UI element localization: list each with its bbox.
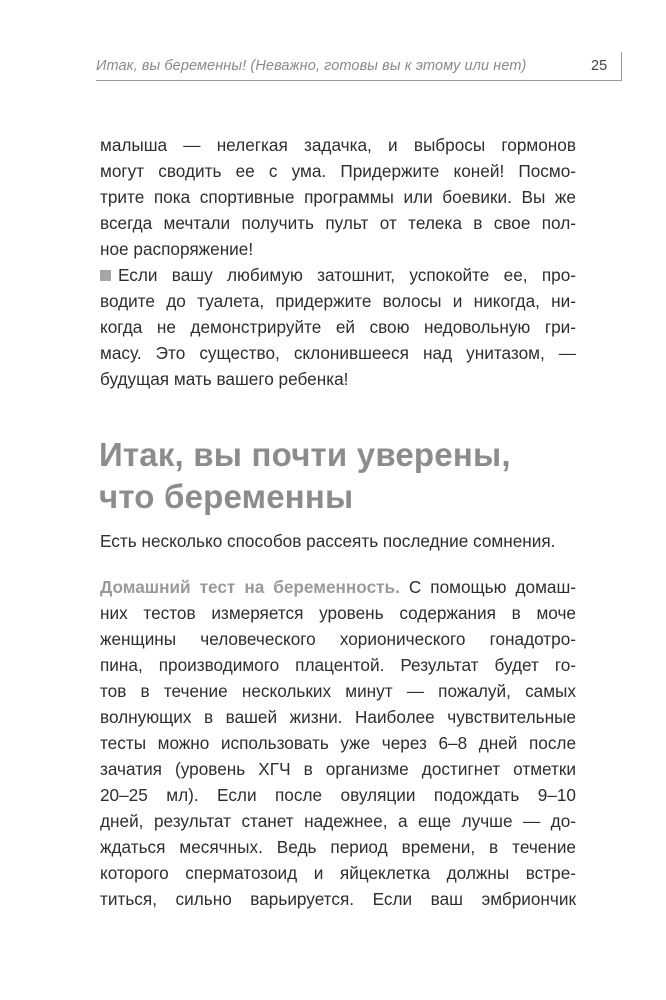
text-line: дней, результат станет надежнее, а еще лучше — до- <box>100 811 576 831</box>
paragraph-home-test <box>100 574 576 912</box>
running-head: Итак, вы беременны! (Неважно, готовы вы к этому или нет) <box>96 58 527 74</box>
text-line <box>100 262 576 288</box>
text-line: пина, производимого плацентой. Результат будет го- <box>100 655 576 675</box>
header-rule-tick <box>621 52 622 81</box>
text-line: водите до туалета, придержите волосы и никогда, ни- <box>100 291 576 311</box>
run-in-heading: Домашний тест на беременность. <box>100 577 400 597</box>
text-line: 20–25 мл). Если после овуляции подождать 9–10 <box>100 785 576 805</box>
heading-line: Итак, вы почти уверены, <box>99 436 511 473</box>
paragraph-continued <box>100 132 576 262</box>
text-line: ное распоряжение! <box>100 239 254 259</box>
text-line: будущая мать вашего ребенка! <box>100 369 349 389</box>
page-number: 25 <box>591 58 608 74</box>
square-bullet-icon <box>100 270 111 281</box>
section-heading <box>99 434 511 518</box>
text-line: могут сводить ее с ума. Придержите коней! Посмо- <box>100 161 576 181</box>
text-line: тесты можно использовать уже через 6–8 дней после <box>100 733 576 753</box>
text-line: них тестов измеряется уровень содержания в моче <box>100 603 576 623</box>
text-line: когда не демонстрируйте ей свою недовольную гри- <box>100 317 576 337</box>
text-line: титься, сильно варьируется. Если ваш эмбриончик <box>100 889 576 909</box>
header-rule <box>96 80 621 81</box>
bullet-item <box>100 262 576 392</box>
text-line <box>100 574 576 600</box>
text-fragment: С помощью домаш- <box>408 577 576 597</box>
text-line: ждаться месячных. Ведь период времени, в течение <box>100 837 576 857</box>
text-line: которого сперматозоид и яйцеклетка должны встре- <box>100 863 576 883</box>
section-intro: Есть несколько способов рассеять последние сомнения. <box>100 531 556 551</box>
text-line: тов в течение нескольких минут — пожалуй, самых <box>100 681 576 701</box>
text-line: зачатия (уровень ХГЧ в организме достигнет отметки <box>100 759 576 779</box>
text-line: малыша — нелегкая задачка, и выбросы гормонов <box>100 135 576 155</box>
heading-line: что беременны <box>99 478 354 515</box>
text-line: масу. Это существо, склонившееся над унитазом, — <box>100 343 576 363</box>
text-line: волнующих в вашей жизни. Наиболее чувствительные <box>100 707 576 727</box>
text-line: всегда мечтали получить пульт от телека в свое пол- <box>100 213 576 233</box>
text-line: женщины человеческого хорионического гонадотро- <box>100 629 576 649</box>
text-line: трите пока спортивные программы или боевики. Вы же <box>100 187 576 207</box>
bullet-text: Если вашу любимую затошнит, успокойте ее, про- <box>118 265 576 285</box>
